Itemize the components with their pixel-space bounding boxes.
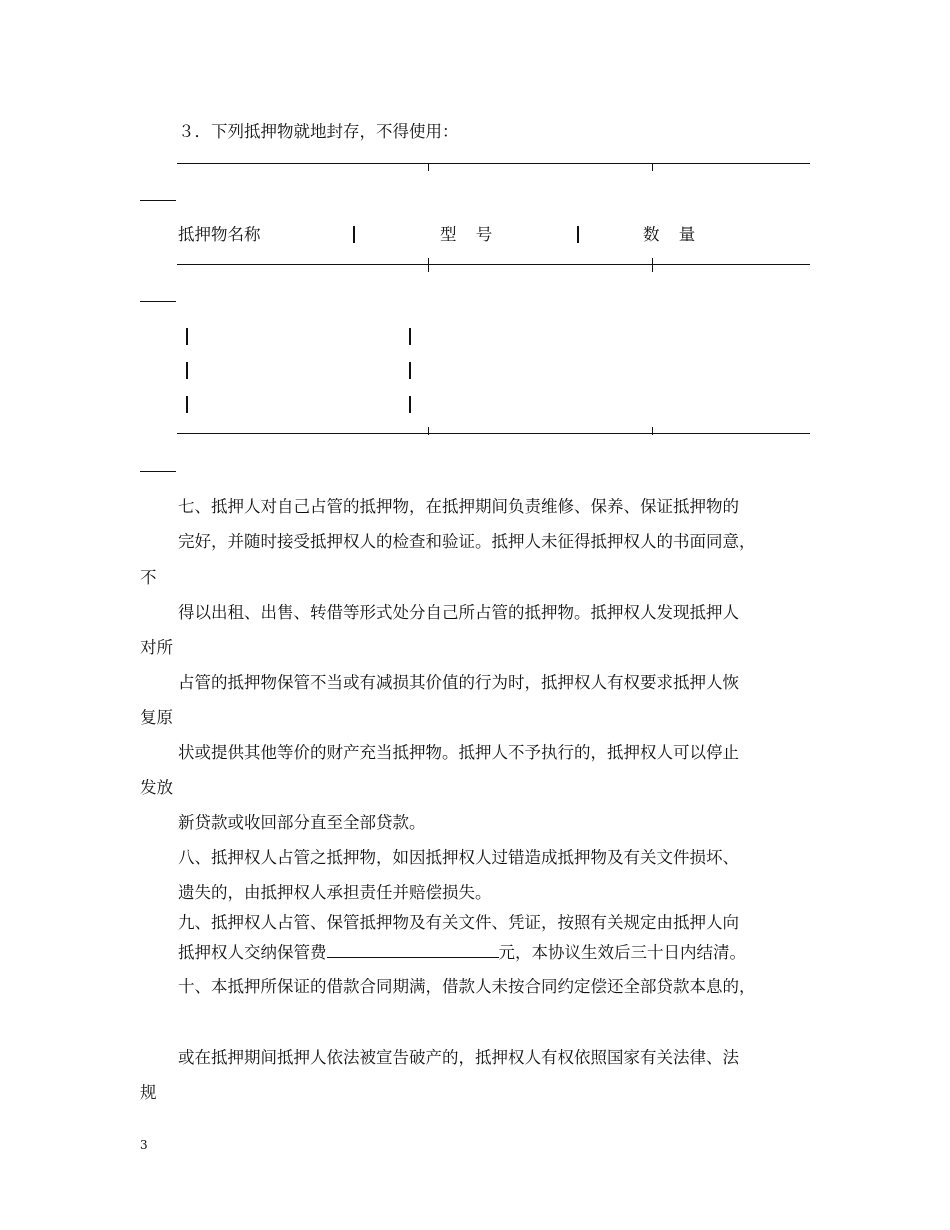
table-row-divider <box>186 362 188 379</box>
item-3-heading: ３．下列抵押物就地封存，不得使用： <box>178 122 459 141</box>
table-row-divider <box>409 396 411 413</box>
paragraph-line: 遗失的，由抵押权人承担责任并赔偿损失。 <box>178 883 492 902</box>
paragraph-line: 不 <box>140 568 157 587</box>
header-divider <box>353 226 355 243</box>
paragraph-line: 八、抵押权人占管之抵押物，如因抵押权人过错造成抵押物及有关文件损坏、 <box>178 848 739 867</box>
paragraph-line: 完好，并随时接受抵押权人的检查和验证。抵押人未征得抵押权人的书面同意， <box>178 532 756 551</box>
paragraph-line: 占管的抵押物保管不当或有减损其价值的行为时，抵押权人有权要求抵押人恢 <box>178 673 739 692</box>
header-name: 抵押物名称 <box>178 225 261 244</box>
paragraph-line: 状或提供其他等价的财产充当抵押物。抵押人不予执行的，抵押权人可以停止 <box>178 743 739 762</box>
table-row-divider <box>186 328 188 345</box>
table-row-divider <box>409 328 411 345</box>
paragraph-line: 九、抵押权人占管、保管抵押物及有关文件、凭证，按照有关规定由抵押人向 <box>178 913 739 932</box>
paragraph-line: 七、抵押人对自己占管的抵押物，在抵押期间负责维修、保养、保证抵押物的 <box>178 497 739 516</box>
paragraph-line: 十、本抵押所保证的借款合同期满，借款人未按合同约定偿还全部贷款本息的， <box>178 977 756 996</box>
fee-blank <box>327 942 499 958</box>
page-number: 3 <box>140 1138 148 1152</box>
paragraph-line: 新贷款或收回部分直至全部贷款。 <box>178 813 426 832</box>
paragraph-line: 复原 <box>140 708 173 727</box>
fee-suffix: 元，本协议生效后三十日内结清。 <box>498 943 746 962</box>
paragraph-line <box>178 942 746 963</box>
table-row-divider <box>409 362 411 379</box>
paragraph-line: 规 <box>140 1083 157 1102</box>
header-divider <box>577 226 579 243</box>
paragraph-line: 或在抵押期间抵押人依法被宣告破产的，抵押权人有权依照国家有关法律、法 <box>178 1048 739 1067</box>
paragraph-line: 发放 <box>140 778 173 797</box>
paragraph-line: 对所 <box>140 638 173 657</box>
fee-label: 抵押权人交纳保管费 <box>178 943 327 962</box>
table-row-divider <box>186 396 188 413</box>
header-model: 型 号 <box>440 225 493 244</box>
paragraph-line: 得以出租、出售、转借等形式处分自己所占管的抵押物。抵押权人发现抵押人 <box>178 603 739 622</box>
header-quantity: 数 量 <box>643 225 696 244</box>
